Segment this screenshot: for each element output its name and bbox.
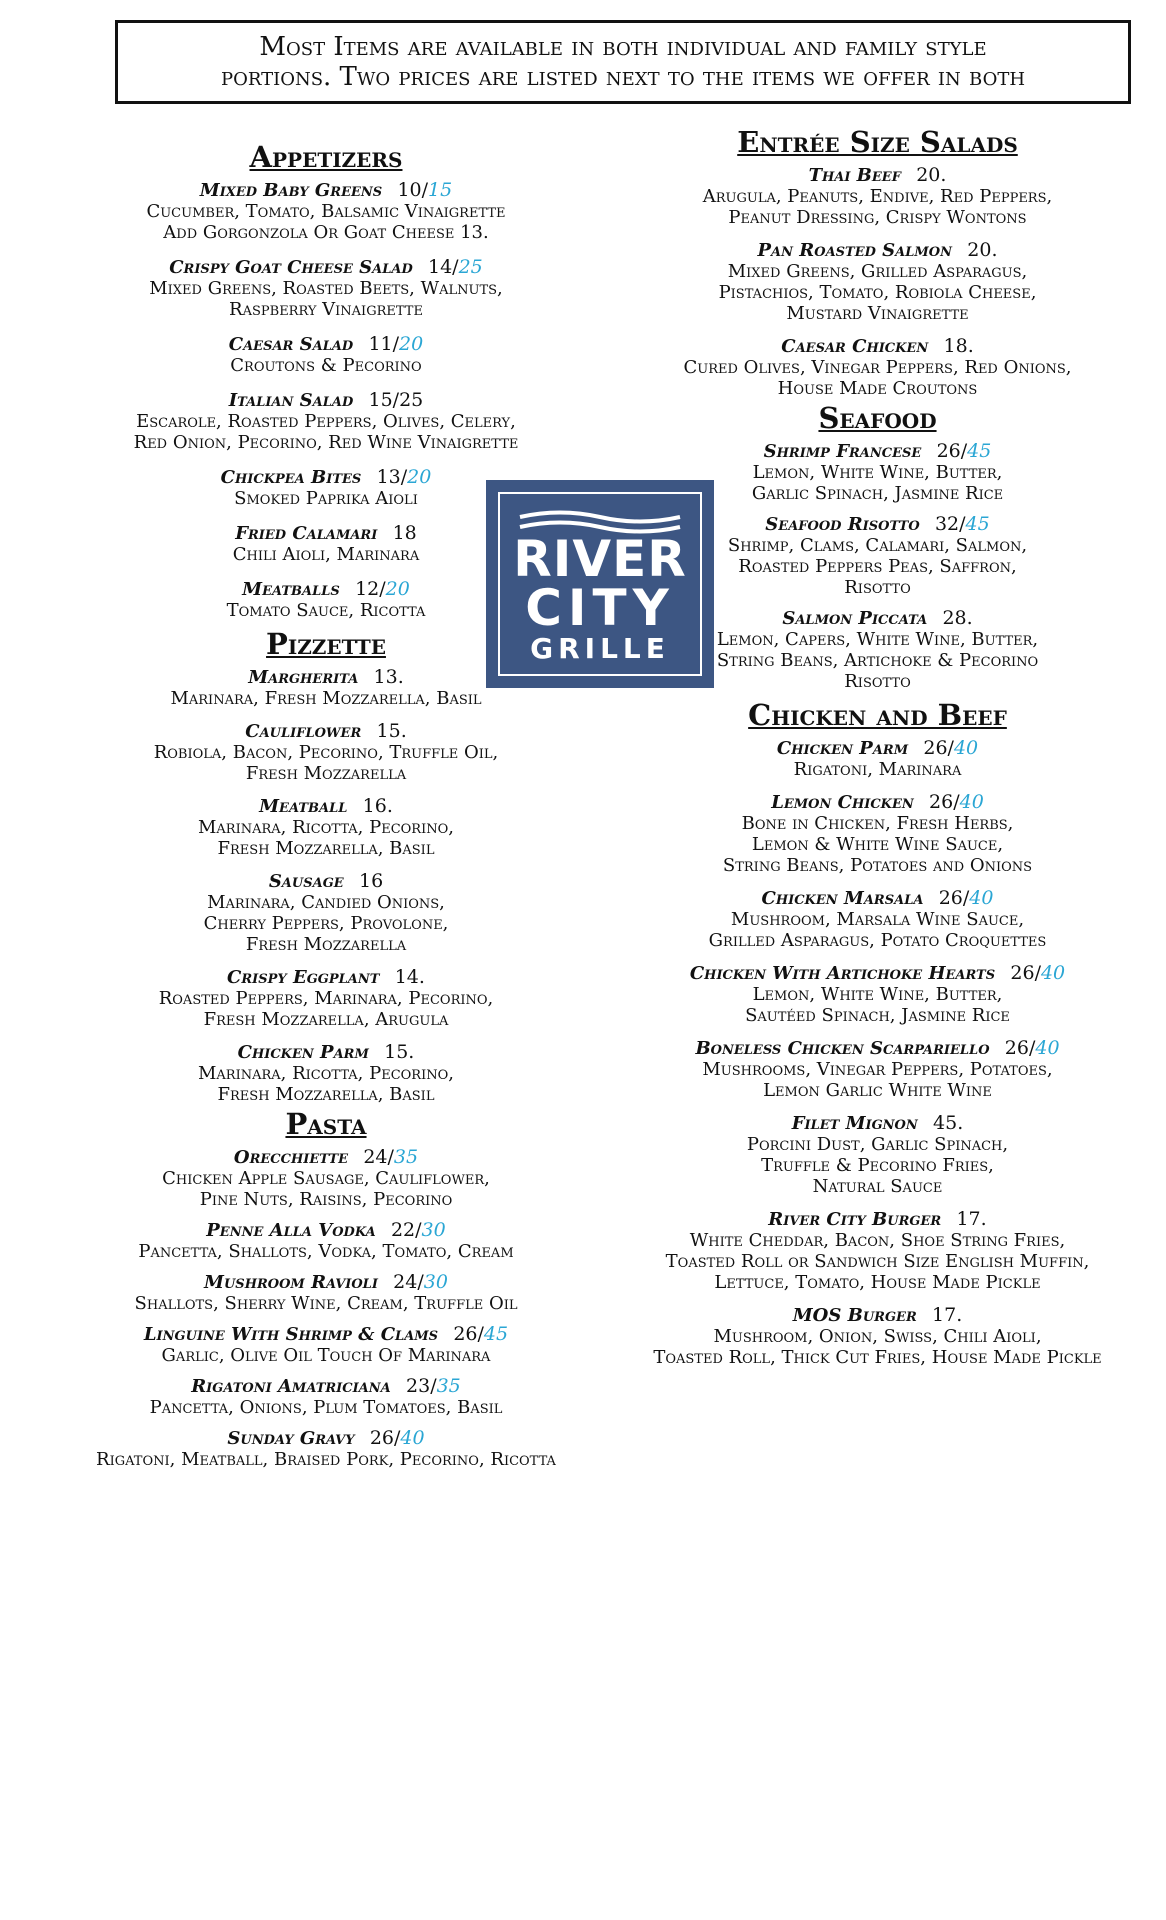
menu-item [55,1324,597,1366]
menu-item-description: Cucumber, Tomato, Balsamic Vinaigrette [146,201,506,222]
menu-item-description: Marinara, Candied Onions, [207,892,445,913]
menu-item-price: 13. [373,666,404,688]
menu-item-header [615,441,1140,462]
menu-item-description: Mushrooms, Vinegar Peppers, Potatoes, [702,1059,1053,1080]
menu-item-description: String Beans, Artichoke & Pecorino [716,650,1039,671]
menu-item [615,1305,1140,1368]
menu-item-header [55,871,597,892]
menu-item [55,1376,597,1418]
menu-item-family-price: 40 [959,791,984,813]
salads-section [615,125,1140,399]
menu-item-price: 13/ [376,466,408,488]
menu-item-description: Mushroom, Onion, Swiss, Chili Aioli, [713,1326,1042,1347]
menu-item-description: Toasted Roll or Sandwich Size English Muffin, [665,1251,1090,1272]
menu-item-description: Roasted Peppers Peas, Saffron, [738,556,1017,577]
menu-item-header [55,967,597,988]
menu-item [615,165,1140,228]
menu-item-header [55,257,597,278]
menu-item-family-price: 40 [969,887,994,909]
menu-item-name: Cauliflower [245,721,362,742]
menu-item-description: Mushroom, Marsala Wine Sauce, [730,909,1025,930]
menu-item [55,1272,597,1314]
section-title-seafood: Seafood [818,401,937,435]
menu-item-description: Add Gorgonzola Or Goat Cheese 13. [163,222,489,243]
menu-item-price: 15. [384,1041,415,1063]
menu-item-description: Fresh Mozzarella, Arugula [203,1009,449,1030]
menu-item [55,390,597,453]
menu-item [615,792,1140,876]
menu-item-description: Lemon & White Wine Sauce, [751,834,1004,855]
menu-item-header [55,796,597,817]
menu-item-description: Chili Aioli, Marinara [232,544,420,565]
menu-item-header [55,180,597,201]
menu-item-description: Lemon, White Wine, Butter, [752,984,1003,1005]
menu-item-description: Mixed Greens, Grilled Asparagus, [727,261,1028,282]
menu-item-name: Meatballs [242,579,340,600]
menu-item-name: Sunday Gravy [227,1428,355,1449]
menu-item-header [615,240,1140,261]
menu-item-price: 14. [394,966,425,988]
menu-item-description: Fresh Mozzarella [245,934,407,955]
menu-item-name: Salmon Piccata [782,608,928,629]
menu-item-name: Boneless Chicken Scarpariello [695,1038,990,1059]
menu-item-family-price: 40 [1035,1037,1060,1059]
menu-item [55,1042,597,1105]
menu-item-name: Chicken Parm [237,1042,369,1063]
menu-item-price: 18. [943,335,974,357]
river-city-grille-logo [486,480,714,688]
menu-item [615,240,1140,324]
menu-item-name: Thai Beef [808,165,901,186]
menu-item-price: 26/ [929,791,960,813]
menu-item-description: Cured Olives, Vinegar Peppers, Red Onions, [683,357,1072,378]
menu-item-name: Chickpea Bites [220,467,362,488]
menu-item-name: Sausage [268,871,344,892]
menu-item-name: Chicken Parm [776,738,909,759]
menu-item-description: Croutons & Pecorino [230,355,422,376]
menu-item-name: Shrimp Francese [763,441,922,462]
logo-text-grille: GRILLE [530,632,670,665]
menu-item-description: Shallots, Sherry Wine, Cream, Truffle Oil [134,1293,518,1314]
menu-item-description: Risotto [844,577,911,598]
menu-item [615,1113,1140,1197]
menu-item-price: 23/ [406,1375,437,1397]
menu-item-header [55,1428,597,1449]
menu-item-description: Smoked Paprika Aioli [234,488,418,509]
menu-item-name: Caesar Salad [228,334,354,355]
menu-item-header [55,1272,597,1293]
menu-item-name: Rigatoni Amatriciana [191,1376,391,1397]
menu-item-description: Robiola, Bacon, Pecorino, Truffle Oil, [153,742,499,763]
menu-item-price: 26/ [1004,1037,1036,1059]
menu-item-header [55,1220,597,1241]
menu-item-description: Garlic, Olive Oil Touch Of Marinara [161,1345,491,1366]
pasta-section [55,1107,597,1470]
menu-item-name: Meatball [259,796,348,817]
menu-item-price: 26/ [936,440,968,462]
menu-item [615,336,1140,399]
left-column [55,0,597,1470]
menu-item-family-price: 20 [399,333,424,355]
menu-item-description: Marinara, Fresh Mozzarella, Basil [170,688,482,709]
menu-item-price: 24/ [393,1271,424,1293]
menu-item-family-price: 40 [400,1427,425,1449]
menu-item-description: Lemon, White Wine, Butter, [752,462,1003,483]
menu-item [55,871,597,955]
menu-item-description: Marinara, Ricotta, Pecorino, [197,817,454,838]
menu-item-description: Mustard Vinaigrette [786,303,969,324]
menu-item-description: Arugula, Peanuts, Endive, Red Peppers, [702,186,1053,207]
menu-item-description: String Beans, Potatoes and Onions [722,855,1033,876]
menu-item-description: Pine Nuts, Raisins, Pecorino [199,1189,453,1210]
menu-item-family-price: 45 [967,440,992,462]
menu-item-header [615,792,1140,813]
menu-item [615,1038,1140,1101]
menu-item-name: Pan Roasted Salmon [757,240,952,261]
menu-item-price: 16 [359,870,384,892]
menu-item-name: MOS Burger [792,1305,917,1326]
menu-item-header [615,963,1140,984]
menu-item-header [615,1113,1140,1134]
section-title-pizzette: Pizzette [266,627,386,661]
menu-item-name: Chicken With Artichoke Hearts [689,963,996,984]
menu-item-description: Roasted Peppers, Marinara, Pecorino, [158,988,494,1009]
menu-item-description: Cherry Peppers, Provolone, [203,913,449,934]
menu-item-name: River City Burger [768,1209,942,1230]
menu-item-family-price: 25 [458,256,483,278]
menu-item-description: Rigatoni, Meatball, Braised Pork, Pecorino, Ricotta [96,1449,556,1470]
section-title-appetizers: Appetizers [249,140,403,174]
menu-item-name: Chicken Marsala [761,888,924,909]
menu-item-description: Peanut Dressing, Crispy Wontons [728,207,1027,228]
menu-item-family-price: 35 [393,1146,419,1168]
menu-item-name: Lemon Chicken [771,792,914,813]
menu-item-price: 12/ [355,578,386,600]
menu-item-description: Grilled Asparagus, Potato Croquettes [708,930,1047,951]
menu-item-description: Lettuce, Tomato, House Made Pickle [714,1272,1041,1293]
menu-item-description: Truffle & Pecorino Fries, [761,1155,994,1176]
menu-item-name: Penne Alla Vodka [206,1220,376,1241]
menu-item-price: 26/ [453,1323,484,1345]
menu-item [55,1147,597,1210]
menu-item-family-price: 15 [428,179,453,201]
menu-item-price: 18 [392,522,417,544]
menu-item-header [55,334,597,355]
menu-item-price: 16. [362,795,393,817]
menu-item-description: Pancetta, Onions, Plum Tomatoes, Basil [149,1397,503,1418]
menu-item-price: 17. [956,1208,987,1230]
menu-item-header [615,1305,1140,1326]
menu-item-description: Lemon Garlic White Wine [763,1080,992,1101]
menu-item-name: Margherita [248,667,359,688]
menu-item-description: Escarole, Roasted Peppers, Olives, Celery, [136,411,516,432]
menu-item-header [615,1209,1140,1230]
menu-item-price: 17. [932,1304,963,1326]
menu-item-name: Orecchiette [233,1147,349,1168]
menu-item-description: Pistachios, Tomato, Robiola Cheese, [718,282,1037,303]
menu-item-price: 45. [933,1112,964,1134]
menu-item-description: Garlic Spinach, Jasmine Rice [751,483,1004,504]
menu-item [55,180,597,243]
menu-item-price: 28. [942,607,973,629]
menu-item-description: Risotto [844,671,911,692]
menu-item-name: Filet Mignon [791,1113,918,1134]
menu-item-family-price: 20 [407,466,432,488]
menu-item-header [615,165,1140,186]
logo-frame [498,492,702,676]
menu-item-family-price: 40 [953,737,979,759]
menu-item [55,257,597,320]
notice-line-2: portions. Two prices are listed next to the items we offer in both [220,62,1026,92]
menu-item [55,1220,597,1262]
menu-item-price: 11/ [368,333,400,355]
menu-item-price: 24/ [363,1146,394,1168]
menu-item-name: Mushroom Ravioli [204,1272,378,1293]
menu-item-header [615,1038,1140,1059]
menu-item-description: House Made Croutons [777,378,978,399]
menu-item-description: Fresh Mozzarella, Basil [217,838,435,859]
menu-item-description: Fresh Mozzarella, Basil [217,1084,435,1105]
menu-item [55,1428,597,1470]
menu-item-family-price: 30 [423,1271,448,1293]
menu-item-name: Linguine With Shrimp & Clams [143,1324,439,1345]
menu-item-name: Italian Salad [228,390,354,411]
menu-item-price: 10/ [397,179,429,201]
menu-item-name: Fried Calamari [235,523,378,544]
menu-item-header [55,1042,597,1063]
menu-item-description: Fresh Mozzarella [245,763,407,784]
menu-item-description: Shrimp, Clams, Calamari, Salmon, [727,535,1028,556]
menu-item [615,1209,1140,1293]
menu-item-description: Tomato Sauce, Ricotta [226,600,426,621]
menu-item-family-price: 45 [483,1323,509,1345]
menu-item-description: Porcini Dust, Garlic Spinach, [746,1134,1009,1155]
menu-item [55,967,597,1030]
menu-item-description: White Cheddar, Bacon, Shoe String Fries, [689,1230,1066,1251]
menu-item-family-price: 45 [965,513,990,535]
menu-item-price: 15/25 [368,389,424,411]
menu-item-price: 20. [916,164,947,186]
menu-item-price: 26/ [369,1427,401,1449]
menu-item [615,963,1140,1026]
menu-item-price: 26/ [938,887,970,909]
logo-text-river: RIVER [513,530,687,588]
menu-item-description: Rigatoni, Marinara [793,759,962,780]
menu-item-family-price: 40 [1040,962,1066,984]
menu-item-name: Crispy Eggplant [227,967,380,988]
menu-item-header [615,738,1140,759]
section-title-salads: Entrée Size Salads [737,125,1018,159]
menu-item-name: Mixed Baby Greens [199,180,383,201]
menu-item-header [615,888,1140,909]
menu-item-name: Crispy Goat Cheese Salad [169,257,413,278]
pizzette-section [55,627,597,1105]
menu-item-description: Marinara, Ricotta, Pecorino, [197,1063,454,1084]
menu-item [615,738,1140,780]
menu-item-description: Lemon, Capers, White Wine, Butter, [716,629,1039,650]
notice-line-1: Most Items are available in both individual and family style [259,32,987,62]
menu-item-header [55,1324,597,1345]
menu-item-description: Natural Sauce [812,1176,943,1197]
menu-item-price: 14/ [428,256,459,278]
menu-item-family-price: 30 [421,1219,446,1241]
menu-item-description: Toasted Roll, Thick Cut Fries, House Made Pickle [653,1347,1102,1368]
chicken-beef-section [615,698,1140,1368]
menu-item-header [55,390,597,411]
menu-item-description: Mixed Greens, Roasted Beets, Walnuts, [149,278,503,299]
section-title-pasta: Pasta [285,1107,367,1141]
menu-item [615,888,1140,951]
menu-item-price: 20. [967,239,998,261]
menu-item-description: Red Onion, Pecorino, Red Wine Vinaigrette [133,432,519,453]
menu-item-header [55,1376,597,1397]
menu-item-description: Bone in Chicken, Fresh Herbs, [741,813,1014,834]
menu-item-header [55,1147,597,1168]
section-title-chicken-beef: Chicken and Beef [748,698,1007,732]
menu-item-description: Chicken Apple Sausage, Cauliflower, [162,1168,490,1189]
menu-item-price: 26/ [1010,962,1041,984]
menu-item-header [615,336,1140,357]
menu-item-name: Seafood Risotto [765,514,920,535]
menu-item-price: 26/ [923,737,954,759]
menu-item-family-price: 35 [436,1375,461,1397]
menu-item-name: Caesar Chicken [781,336,929,357]
menu-item-description: Sautéed Spinach, Jasmine Rice [745,1005,1010,1026]
menu-item-description: Raspberry Vinaigrette [229,299,423,320]
logo-text-city: CITY [525,579,675,637]
menu-item-price: 15. [376,720,407,742]
menu-item [55,796,597,859]
menu-item-price: 32/ [934,513,966,535]
menu-item-header [55,721,597,742]
menu-item-family-price: 20 [385,578,410,600]
menu-item-price: 22/ [390,1219,422,1241]
menu-item [55,334,597,376]
menu-item [55,721,597,784]
menu-item-description: Pancetta, Shallots, Vodka, Tomato, Cream [138,1241,514,1262]
